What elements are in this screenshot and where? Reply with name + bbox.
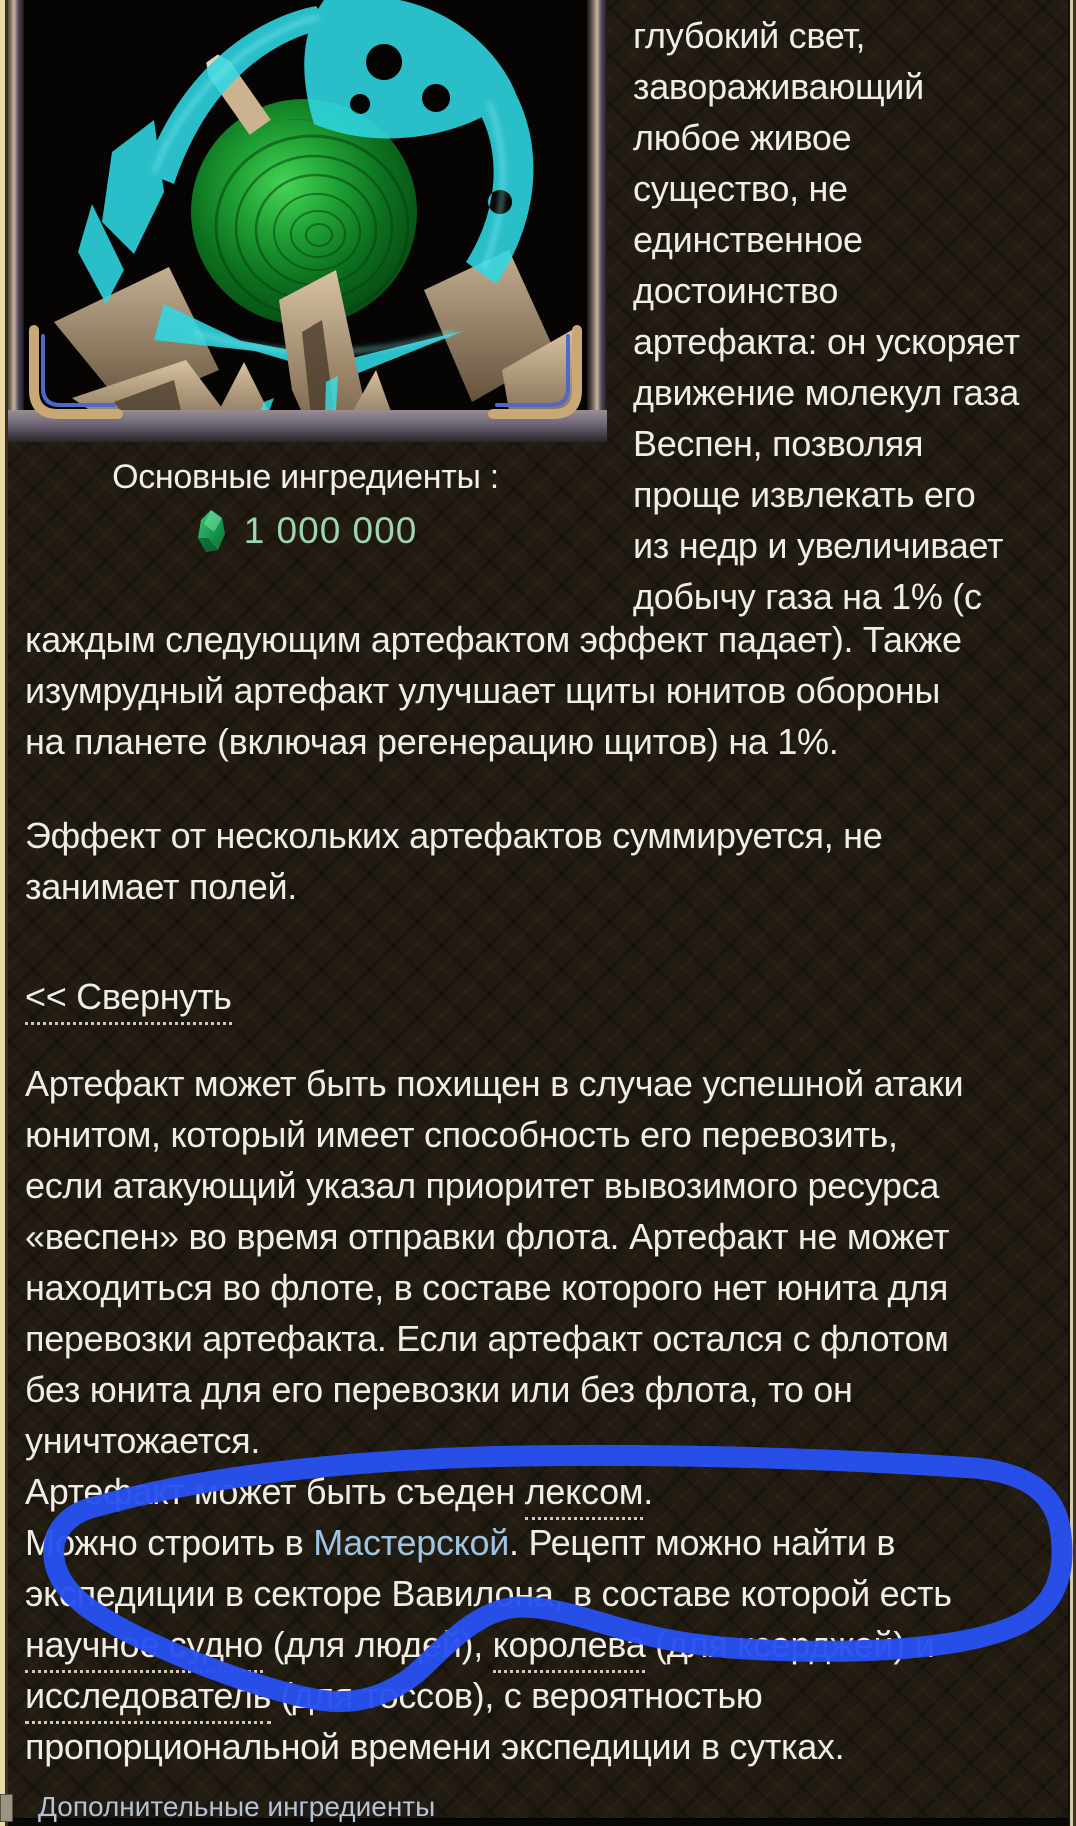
text-line: каждым следующим артефактом эффект падает). Также (25, 619, 962, 660)
text-line: Артефакт может быть съеден лексом. (25, 1466, 1070, 1517)
text-line: артефакта: он ускоряет (633, 321, 1020, 362)
lex-link[interactable]: лексом (525, 1471, 644, 1520)
text-line: Веспен, позволяя (633, 423, 924, 464)
main-ingredients-label: Основные ингредиенты : (112, 458, 499, 496)
effect-text (25, 810, 1065, 912)
text-line: юнитом, который имеет способность его перевозить, (25, 1114, 898, 1155)
text-line: движение молекул газа (633, 372, 1019, 413)
text-line: без юнита для его перевозки или без флота, то он (25, 1369, 853, 1410)
text-line: «веспен» во время отправки флота. Артефакт не может (25, 1216, 950, 1257)
explorer-link[interactable]: исследователь (25, 1675, 271, 1724)
ingredient-row (4, 505, 607, 556)
description-wrap-text (25, 614, 1065, 767)
text-line: Эффект от нескольких артефактов суммируется, не (25, 815, 883, 856)
artifact-image (4, 0, 607, 442)
text-line: любое живое (633, 117, 852, 158)
text-line: единственное (633, 219, 863, 260)
panel-right-border (1068, 0, 1076, 1826)
text-line: исследователь (для тоссов), с вероятностью (25, 1670, 1070, 1721)
text-line: добычу газа на 1% (с (633, 576, 982, 617)
panel-left-border (0, 0, 8, 1826)
text-line: если атакующий указал приоритет вывозимого ресурса (25, 1165, 940, 1206)
science-vessel-link[interactable]: научное судно (25, 1624, 263, 1673)
text-line: из недр и увеличивает (633, 525, 1004, 566)
detail-text (25, 1058, 1070, 1772)
text-line: находиться во флоте, в составе которого нет юнита для (25, 1267, 949, 1308)
collapse-row (25, 971, 1065, 1022)
text-line: пропорциональной времени экспедиции в сутках. (25, 1726, 845, 1767)
text-line: перевозки артефакта. Если артефакт остался с флотом (25, 1318, 949, 1359)
text-line: завораживающий (633, 66, 924, 107)
text-line: Можно строить в Мастерской. Рецепт можно найти в (25, 1522, 896, 1563)
text-line: достоинство (633, 270, 839, 311)
text-line: научное судно (для людей), королева (для ксерджей) и (25, 1619, 1070, 1670)
text-line: уничтожается. (25, 1420, 261, 1461)
text-line: занимает полей. (25, 866, 297, 907)
text-line: глубокий свет, (633, 15, 866, 56)
text-line: Артефакт может быть похищен в случае успешной атаки (25, 1063, 964, 1104)
vespene-gem-icon (194, 508, 228, 554)
text-line: на планете (включая регенерацию щитов) на 1%. (25, 721, 839, 762)
artifact-image-frame (4, 0, 607, 442)
additional-ingredients-link[interactable]: Дополнительные ингредиенты (38, 1791, 436, 1822)
workshop-link[interactable]: Мастерской (313, 1522, 510, 1563)
description-right-column (633, 10, 1073, 622)
text-line: существо, не (633, 168, 848, 209)
panel-left-border-cap (0, 1794, 13, 1822)
queen-link[interactable]: королева (493, 1624, 646, 1673)
collapse-link[interactable]: << Свернуть (25, 976, 232, 1025)
text-line: экспедиции в секторе Вавилона, в составе которой есть (25, 1573, 952, 1614)
text-line: изумрудный артефакт улучшает щиты юнитов обороны (25, 670, 941, 711)
ingredient-amount: 1 000 000 (243, 509, 418, 551)
text-line: проще извлекать его (633, 474, 976, 515)
